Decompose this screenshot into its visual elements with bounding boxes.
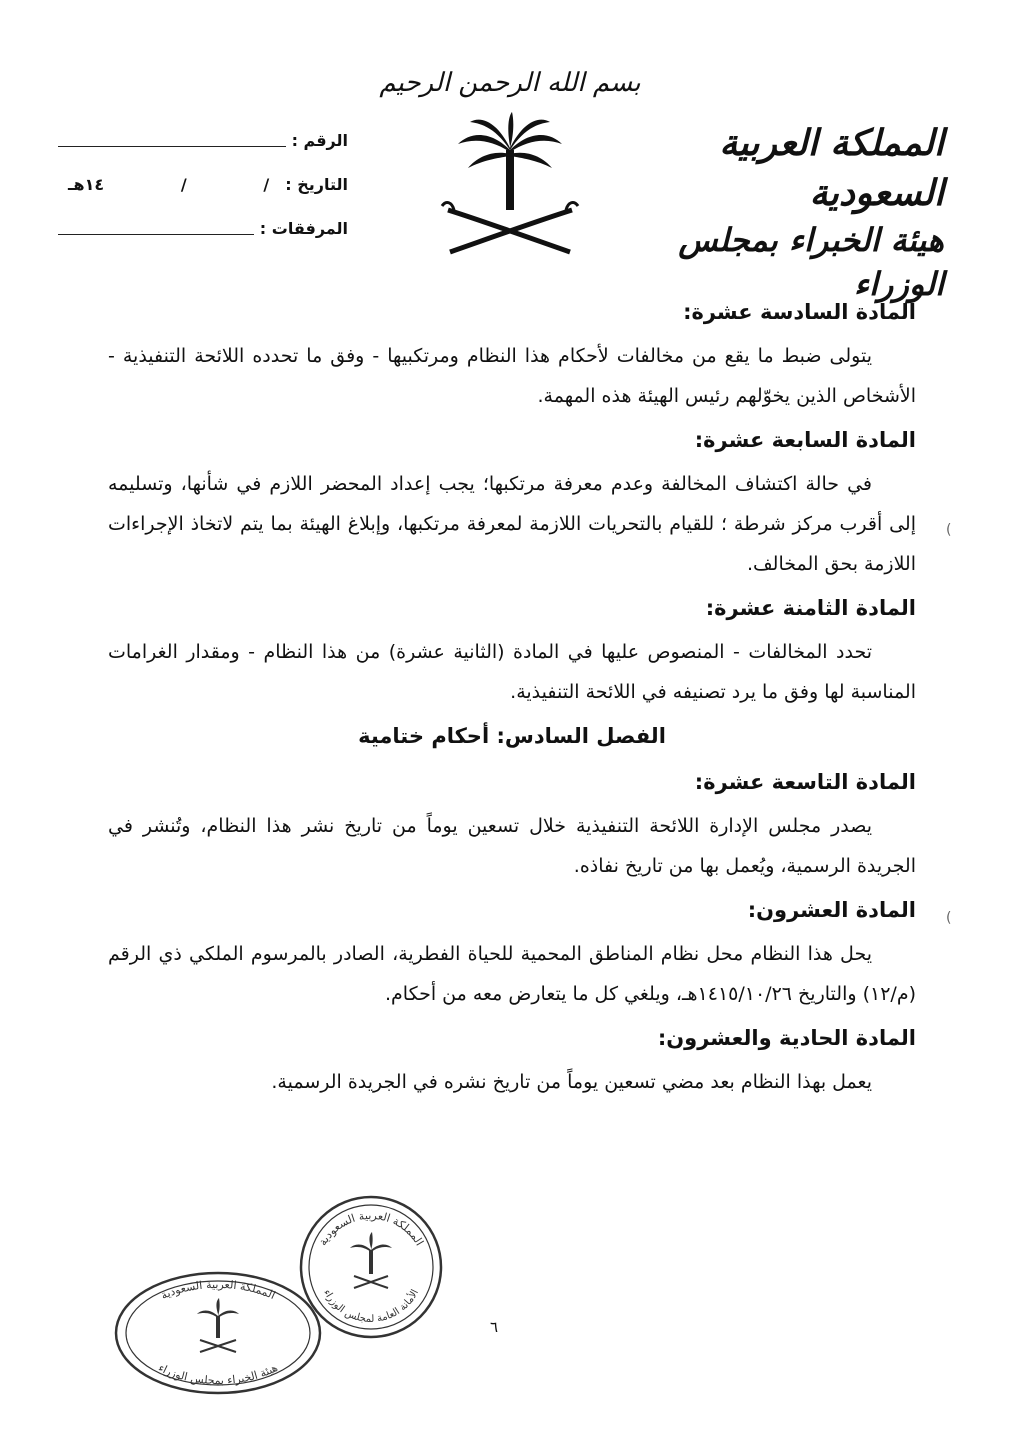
date-sep-2: / — [180, 174, 187, 194]
article-20-heading: المادة العشرون: — [747, 898, 916, 922]
margin-mark-1: ( — [946, 522, 952, 538]
ref-line — [58, 134, 286, 147]
chapter-title: الفصل السادس: أحكام ختامية — [358, 724, 666, 748]
palm-swords-emblem-icon — [440, 110, 580, 260]
oval-seal-stamp-icon — [112, 1268, 324, 1398]
stamp2-bottom-text: هيئة الخبراء بمجلس الوزراء — [156, 1361, 280, 1388]
date-suffix: ١٤هـ — [68, 174, 105, 194]
article-16-heading: المادة السادسة عشرة: — [683, 300, 916, 324]
attachments-line — [58, 222, 254, 235]
article-18-text: تحدد المخالفات - المنصوص عليها في المادة (الثانية عشرة) من هذا النظام - ومقدار الغرامات المناسبة لها وفق ما يرد تصنيفه في اللائحة التنفيذية. — [108, 641, 916, 703]
page-number: ٦ — [490, 1318, 499, 1336]
document-body — [108, 292, 916, 1106]
article-19-text: يصدر مجلس الإدارة اللائحة التنفيذية خلال تسعين يوماً من تاريخ نشر هذا النظام، وتُنشر في الجريدة الرسمية، ويُعمل بها من تاريخ نفاذه. — [108, 815, 916, 877]
date-slots — [58, 175, 279, 194]
article-16-text: يتولى ضبط ما يقع من مخالفات لأحكام هذا النظام ومرتكبيها - وفق ما تحدده اللائحة التنفيذية - الأشخاص الذين يخوّلهم رئيس الهيئة هذه المهمة. — [108, 345, 916, 407]
basmala: بسم الله الرحمن الرحيم — [379, 68, 641, 98]
article-19-heading: المادة التاسعة عشرة: — [694, 770, 916, 794]
date-row — [58, 162, 348, 206]
svg-text:هيئة الخبراء بمجلس الوزراء — [156, 1361, 280, 1387]
stamp2-top-text: المملكة العربية السعودية — [158, 1277, 278, 1303]
ref-row — [58, 118, 348, 162]
margin-mark-2: ( — [946, 910, 952, 926]
svg-text:المملكة العربية السعودية — [159, 1278, 277, 1302]
article-21-heading: المادة الحادية والعشرون: — [657, 1026, 916, 1050]
article-20-text: يحل هذا النظام محل نظام المناطق المحمية للحياة الفطرية، الصادر بالمرسوم الملكي ذي الرقم (م/١٢) والتاريخ ١٤١٥/١٠/٢٦هـ، ويلغي كل ما يتعارض معه من أحكام. — [108, 943, 916, 1005]
article-18-heading: المادة الثامنة عشرة: — [705, 596, 916, 620]
stamp1-top-text: المملكة العربية السعودية — [316, 1208, 427, 1249]
organization-header — [614, 118, 944, 306]
org-country: المملكة العربية السعودية — [719, 122, 944, 214]
letter-meta — [58, 118, 348, 250]
attachments-label: المرفقات : — [259, 218, 348, 238]
org-body: هيئة الخبراء بمجلس الوزراء — [678, 221, 944, 303]
attachments-row — [58, 206, 348, 250]
date-label: التاريخ : — [285, 174, 348, 194]
stamp1-bottom-text: الأمانة العامة لمجلس الوزراء — [320, 1287, 422, 1325]
date-sep-1: / — [263, 174, 270, 194]
article-21-text: يعمل بهذا النظام بعد مضي تسعين يوماً من تاريخ نشره في الجريدة الرسمية. — [271, 1071, 872, 1093]
ref-label: الرقم : — [291, 130, 348, 150]
svg-text:الأمانة العامة لمجلس الوزراء — [321, 1288, 421, 1325]
article-17-text: في حالة اكتشاف المخالفة وعدم معرفة مرتكبها؛ يجب إعداد المحضر اللازم في شأنها، وتسليمه إلى أقرب مركز شرطة ؛ للقيام بالتحريات اللازمة لمعرفة مرتكبها، وإبلاغ الهيئة بما يتم لاتخاذ الإجراءات اللازمة بحق المخالف. — [108, 473, 916, 575]
article-17-heading: المادة السابعة عشرة: — [694, 428, 916, 452]
